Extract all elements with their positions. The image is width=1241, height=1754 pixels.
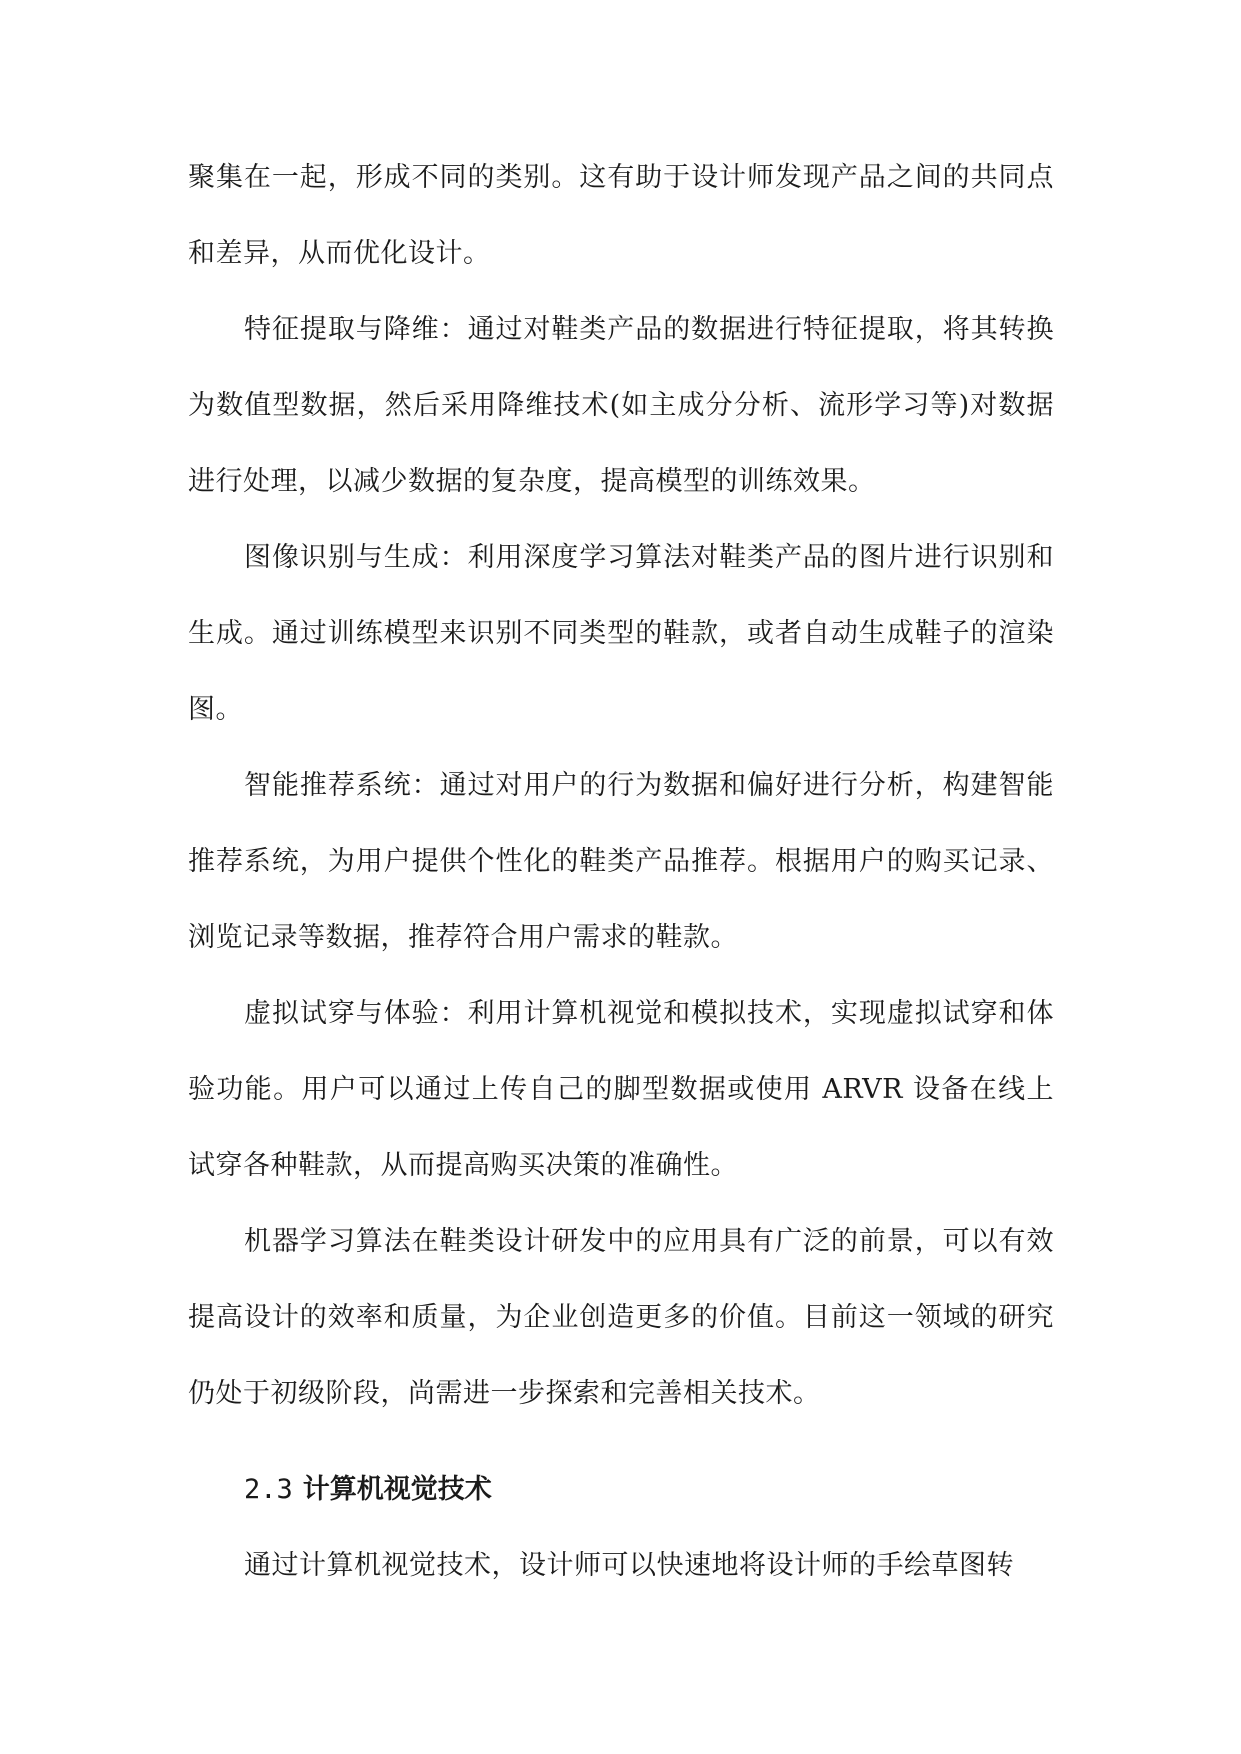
paragraph-section-intro: 通过计算机视觉技术，设计师可以快速地将设计师的手绘草图转 (244, 1550, 1014, 1581)
paragraph-feature-extraction: 特征提取与降维：通过对鞋类产品的数据进行特征提取，将其转换为数值型数据，然后采用降维技术(如主成分分析、流形学习等)对数据进行处理，以减少数据的复杂度，提高模型的训练效果。 (188, 314, 1054, 497)
section-title: 计算机视觉技术 (302, 1474, 492, 1505)
section-number: 2.3 (244, 1474, 293, 1505)
document-page (188, 140, 1054, 1604)
paragraph-recommendation-system: 智能推荐系统：通过对用户的行为数据和偏好进行分析，构建智能推荐系统，为用户提供个性化的鞋类产品推荐。根据用户的购买记录、浏览记录等数据，推荐符合用户需求的鞋款。 (188, 770, 1054, 953)
paragraph-virtual-try-on: 虚拟试穿与体验：利用计算机视觉和模拟技术，实现虚拟试穿和体验功能。用户可以通过上传自己的脚型数据或使用 ARVR 设备在线上试穿各种鞋款，从而提高购买决策的准确性。 (188, 998, 1054, 1181)
paragraph-image-recognition: 图像识别与生成：利用深度学习算法对鞋类产品的图片进行识别和生成。通过训练模型来识别不同类型的鞋款，或者自动生成鞋子的渲染图。 (188, 542, 1054, 725)
paragraph-conclusion: 机器学习算法在鞋类设计研发中的应用具有广泛的前景，可以有效提高设计的效率和质量，为企业创造更多的价值。目前这一领域的研究仍处于初级阶段，尚需进一步探索和完善相关技术。 (188, 1226, 1054, 1409)
paragraph-continuation: 聚集在一起，形成不同的类别。这有助于设计师发现产品之间的共同点和差异，从而优化设计。 (188, 162, 1054, 269)
section-heading (188, 1452, 1054, 1528)
